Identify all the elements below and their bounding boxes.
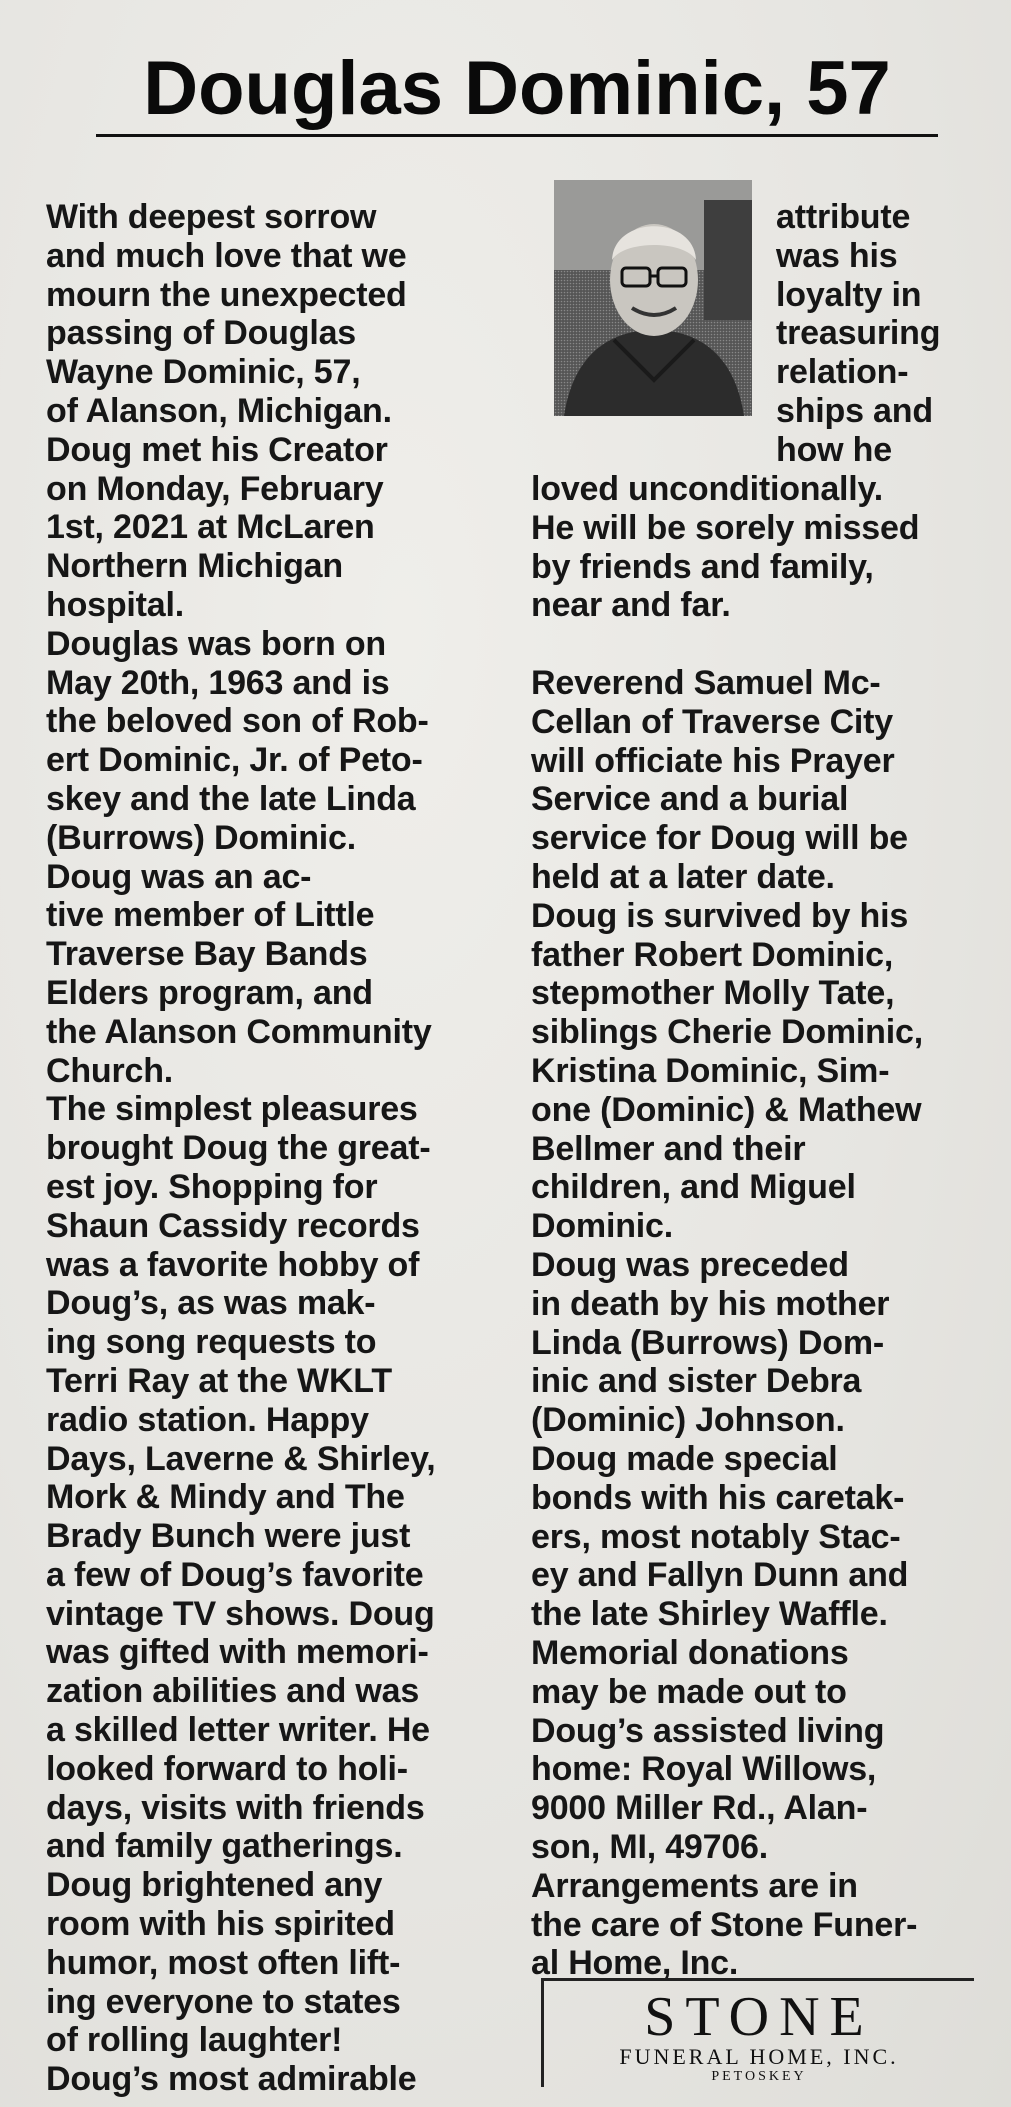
- text-line: looked forward to holi-: [46, 1749, 408, 1788]
- text-line: 1st, 2021 at McLaren: [46, 508, 375, 547]
- text-line: was his: [776, 236, 898, 275]
- text-line: the Alanson Community: [46, 1012, 432, 1051]
- text-line: (Dominic) Johnson.: [531, 1401, 845, 1440]
- text-line: ships and: [776, 391, 933, 430]
- funeral-home-logo: [541, 1978, 974, 2087]
- text-line: Shaun Cassidy records: [46, 1206, 420, 1245]
- text-line: Dominic.: [531, 1207, 673, 1246]
- text-line: Service and a burial: [531, 780, 849, 819]
- text-line: Brady Bunch were just: [46, 1517, 411, 1556]
- text-line: of Alanson, Michigan.: [46, 391, 392, 430]
- text-line: humor, most often lift-: [46, 1943, 401, 1982]
- text-line: stepmother Molly Tate,: [531, 974, 895, 1013]
- text-line: brought Doug the great-: [46, 1129, 431, 1168]
- text-line: ing song requests to: [46, 1323, 377, 1362]
- text-line: son, MI, 49706.: [531, 1827, 768, 1866]
- text-line: Doug brightened any: [46, 1866, 383, 1905]
- text-line: Reverend Samuel Mc-: [531, 664, 881, 702]
- text-line: Doug made special: [531, 1439, 838, 1478]
- text-line: Cellan of Traverse City: [531, 702, 893, 741]
- text-line: al Home, Inc.: [531, 1944, 739, 1983]
- text-line: Linda (Burrows) Dom-: [531, 1323, 884, 1362]
- left-column-text: [46, 198, 506, 2099]
- text-line: held at a later date.: [531, 857, 835, 896]
- text-line: Doug is survived by his: [531, 896, 909, 935]
- obituary-headline: Douglas Dominic, 57: [96, 44, 938, 137]
- text-line: service for Doug will be: [531, 819, 908, 858]
- text-line: est joy. Shopping for: [46, 1167, 378, 1206]
- text-line: attribute: [776, 198, 911, 236]
- text-line: Doug’s most admirable: [46, 2060, 417, 2099]
- text-line: a few of Doug’s favorite: [46, 1555, 424, 1594]
- text-line: loyalty in: [776, 275, 922, 314]
- text-line: children, and Miguel: [531, 1168, 856, 1207]
- right-column-beside-photo: [776, 198, 986, 470]
- text-line: Days, Laverne & Shirley,: [46, 1439, 436, 1478]
- text-line: May 20th, 1963 and is: [46, 663, 390, 702]
- text-line: and family gatherings.: [46, 1827, 403, 1866]
- text-line: ert Dominic, Jr. of Peto-: [46, 741, 423, 780]
- text-line: The simplest pleasures: [46, 1090, 418, 1129]
- text-line: bonds with his caretak-: [531, 1478, 905, 1517]
- text-line: relation-: [776, 353, 909, 392]
- text-line: hospital.: [46, 585, 184, 624]
- text-line: 9000 Miller Rd., Alan-: [531, 1789, 868, 1828]
- text-line: was a favorite hobby of: [46, 1245, 420, 1284]
- logo-subtitle: FUNERAL HOME, INC.: [619, 2044, 899, 2069]
- text-line: Wayne Dominic, 57,: [46, 353, 361, 392]
- text-line: Traverse Bay Bands: [46, 935, 368, 974]
- text-line: zation abilities and was: [46, 1672, 420, 1711]
- text-line: of rolling laughter!: [46, 2021, 343, 2060]
- text-line: and much love that we: [46, 236, 407, 275]
- text-line: loved unconditionally.: [531, 470, 883, 508]
- text-line: With deepest sorrow: [46, 198, 377, 236]
- text-line: home: Royal Willows,: [531, 1750, 877, 1789]
- text-line: by friends and family,: [531, 547, 874, 586]
- text-line: how he: [776, 430, 892, 469]
- text-line: He will be sorely missed: [531, 508, 920, 547]
- text-line: father Robert Dominic,: [531, 935, 894, 974]
- text-line: Doug was preceded: [531, 1245, 849, 1284]
- text-line: Doug met his Creator: [46, 430, 388, 469]
- text-line: one (Dominic) & Mathew: [531, 1090, 922, 1129]
- right-column-continued: [531, 470, 991, 625]
- text-line: skey and the late Linda: [46, 779, 416, 818]
- text-line: Doug’s assisted living: [531, 1711, 885, 1750]
- text-line: mourn the unexpected: [46, 275, 407, 314]
- text-line: inic and sister Debra: [531, 1362, 862, 1401]
- text-line: Elders program, and: [46, 973, 373, 1012]
- text-line: the beloved son of Rob-: [46, 702, 429, 741]
- text-line: in death by his mother: [531, 1284, 890, 1323]
- text-line: Memorial donations: [531, 1633, 849, 1672]
- text-line: may be made out to: [531, 1672, 847, 1711]
- portrait-photo: [554, 180, 752, 416]
- text-line: vintage TV shows. Doug: [46, 1594, 435, 1633]
- logo-city: PETOSKEY: [711, 2069, 807, 2084]
- text-line: Mork & Mindy and The: [46, 1478, 405, 1517]
- text-line: siblings Cherie Dominic,: [531, 1013, 923, 1052]
- text-line: ers, most notably Stac-: [531, 1517, 901, 1556]
- text-line: tive member of Little: [46, 896, 375, 935]
- text-line: near and far.: [531, 586, 731, 625]
- text-line: a skilled letter writer. He: [46, 1711, 430, 1750]
- text-line: was gifted with memori-: [46, 1633, 429, 1672]
- text-line: passing of Douglas: [46, 314, 356, 353]
- text-line: the late Shirley Waffle.: [531, 1595, 888, 1634]
- text-line: days, visits with friends: [46, 1788, 425, 1827]
- text-line: Arrangements are in: [531, 1866, 858, 1905]
- text-line: ey and Fallyn Dunn and: [531, 1556, 909, 1595]
- portrait-photo-icon: [554, 180, 752, 416]
- text-line: Terri Ray at the WKLT: [46, 1361, 392, 1400]
- text-line: room with his spirited: [46, 1905, 395, 1944]
- right-column-rest: [531, 664, 991, 1983]
- text-line: Doug was an ac-: [46, 857, 312, 896]
- text-line: treasuring: [776, 314, 941, 353]
- text-line: Church.: [46, 1051, 174, 1090]
- text-line: on Monday, February: [46, 469, 384, 508]
- text-line: ing everyone to states: [46, 1982, 401, 2021]
- text-line: the care of Stone Funer-: [531, 1905, 918, 1944]
- logo-name: STONE: [644, 1986, 874, 2048]
- text-line: Northern Michigan: [46, 547, 343, 586]
- text-line: Bellmer and their: [531, 1129, 806, 1168]
- text-line: Douglas was born on: [46, 624, 387, 663]
- text-line: Doug’s, as was mak-: [46, 1284, 376, 1323]
- text-line: Kristina Dominic, Sim-: [531, 1051, 890, 1090]
- text-line: will officiate his Prayer: [531, 741, 895, 780]
- text-line: (Burrows) Dominic.: [46, 818, 356, 857]
- text-line: radio station. Happy: [46, 1400, 369, 1439]
